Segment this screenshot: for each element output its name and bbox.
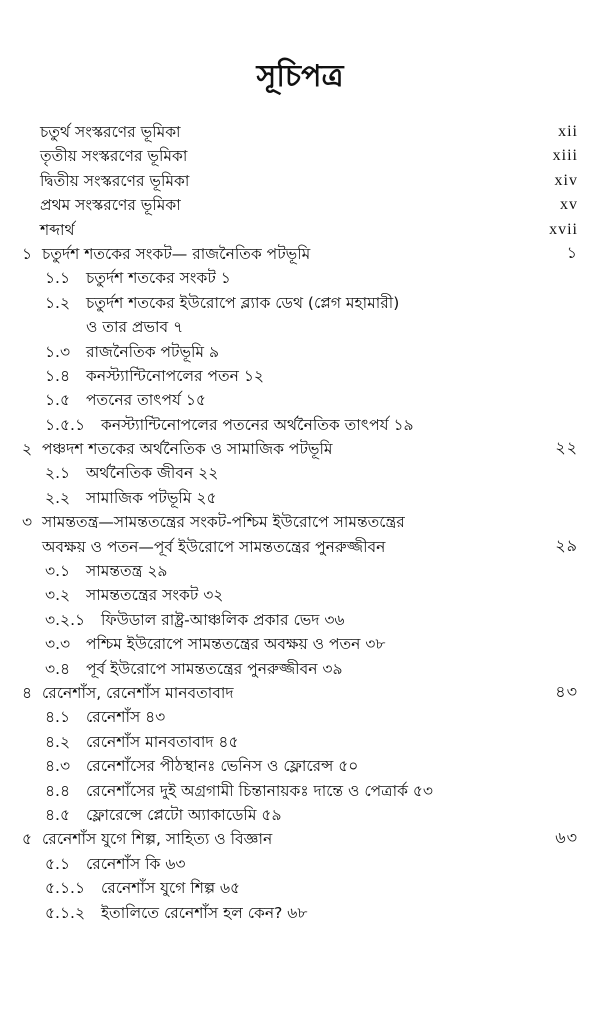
toc-entry-sub (0, 461, 600, 485)
toc-entry-sub (0, 583, 600, 607)
page-number: xv (560, 196, 578, 214)
entry-number: ৩.৪ (45, 659, 71, 678)
toc-entry-sub (0, 632, 600, 656)
entry-number: ১.২ (45, 293, 71, 312)
entry-title: পতনের তাৎপর্য ১৫ (86, 391, 206, 410)
page-number: ৬৩ (555, 830, 578, 848)
toc-entry-subsub (0, 876, 600, 900)
entry-title: পঞ্চদশ শতকের অর্থনৈতিক ও সামাজিক পটভূমি (42, 440, 333, 459)
entry-title: রেনেশাঁস, রেনেশাঁস মানবতাবাদ (42, 683, 234, 702)
page-number: ৪৩ (555, 683, 578, 701)
toc-entry-chapter (0, 681, 600, 705)
entry-title: রাজনৈতিক পটভূমি ৯ (86, 342, 220, 361)
toc-entry-chapter (0, 242, 600, 266)
entry-number: ১.৩ (45, 342, 71, 361)
toc-entry-sub (0, 291, 600, 315)
entry-title: দ্বিতীয় সংস্করণের ভূমিকা (40, 171, 190, 190)
page-number: ১ (566, 244, 578, 262)
entry-number: ৩.২.১ (45, 610, 86, 629)
entry-number: ৪.১ (45, 708, 71, 727)
toc-entry-chapter (0, 437, 600, 461)
entry-title: পশ্চিম ইউরোপে সামন্ততন্ত্রের অবক্ষয় ও পতন ৩৮ (86, 635, 386, 654)
entry-title: রেনেশাঁসের পীঠস্থানঃ ভেনিস ও ফ্লোরেন্স ৫০ (86, 757, 359, 776)
toc-entry-sub (0, 754, 600, 778)
entry-title: ফ্লোরেন্সে প্লেটো অ্যাকাডেমি ৫৯ (86, 805, 282, 824)
entry-number: ১.৫.১ (45, 415, 86, 434)
entry-title: তৃতীয় সংস্করণের ভূমিকা (40, 147, 188, 166)
entry-title: সামন্ততন্ত্রের সংকট ৩২ (86, 586, 224, 605)
page-number: ২৯ (555, 537, 578, 555)
entry-title: অবক্ষয় ও পতন—পূর্ব ইউরোপে সামন্ততন্ত্রের পুনরুজ্জীবন (42, 537, 386, 556)
page-number: ২২ (555, 440, 578, 458)
page-number: xii (558, 123, 578, 140)
entry-number: ২ (22, 440, 33, 459)
toc-entry-sub (0, 340, 600, 364)
entry-number: ৪.৩ (45, 757, 71, 776)
entry-number: ১.৪ (45, 366, 71, 385)
toc-entry-front (0, 193, 600, 217)
entry-title: চতুর্দশ শতকের সংকট— রাজনৈতিক পটভূমি (42, 244, 311, 263)
entry-title: অর্থনৈতিক জীবন ২২ (86, 464, 219, 483)
entry-title: সামন্ততন্ত্র ২৯ (86, 562, 168, 581)
entry-title: শব্দার্থ (40, 220, 75, 239)
entry-title: রেনেশাঁস যুগে শিল্প, সাহিত্য ও বিজ্ঞান (42, 830, 273, 849)
entry-number: ৫.১.২ (45, 903, 86, 922)
entry-number: ১ (22, 244, 33, 263)
toc-entry-sub (0, 266, 600, 290)
entry-number: ৫.১.১ (45, 879, 86, 898)
entry-title: রেনেশাঁস কি ৬৩ (86, 854, 186, 873)
entry-number: ৪.৫ (45, 805, 71, 824)
toc-entry-front (0, 120, 600, 144)
entry-title: চতুর্থ সংস্করণের ভূমিকা (40, 123, 181, 141)
entry-number: ২.১ (45, 464, 71, 483)
entry-title: ও তার প্রভাব ৭ (86, 318, 184, 337)
entry-number: ৫.১ (45, 854, 71, 873)
entry-number: ৫ (22, 830, 33, 849)
entry-number: ৪.২ (45, 732, 71, 751)
toc-entry-sub (0, 388, 600, 412)
page-number: xvii (549, 220, 578, 238)
toc-entry-subsub (0, 901, 600, 925)
toc-entry-sub (0, 364, 600, 388)
entry-title: চতুর্দশ শতকের সংকট ১ (86, 269, 231, 288)
toc-entry-sub (0, 559, 600, 583)
entry-title: রেনেশাঁস ৪৩ (86, 708, 166, 727)
entry-title: সামাজিক পটভূমি ২৫ (86, 488, 217, 507)
toc-entry-sub (0, 779, 600, 803)
entry-number: ৩.৩ (45, 635, 71, 654)
entry-title: সামন্ততন্ত্র—সামন্ততন্ত্রের সংকট-পশ্চিম ইউরোপে সামন্ততন্ত্রের (42, 513, 405, 532)
page-number: xiii (552, 147, 578, 165)
entry-number: ৩.১ (45, 562, 71, 581)
toc-entry-sub (0, 705, 600, 729)
toc-entry-sub (0, 803, 600, 827)
toc-entry-front (0, 144, 600, 168)
entry-number: ৪ (22, 683, 33, 702)
entry-number: ১.৫ (45, 391, 71, 410)
entry-title: রেনেশাঁস যুগে শিল্প ৬৫ (101, 879, 241, 898)
toc-entry-wrap (0, 315, 600, 339)
toc-entry-cont (0, 535, 600, 559)
entry-title: ইতালিতে রেনেশাঁস হল কেন? ৬৮ (101, 903, 308, 922)
entry-number: ৪.৪ (45, 781, 71, 800)
entry-title: রেনেশাঁস মানবতাবাদ ৪৫ (86, 732, 239, 751)
entry-title: ফিউডাল রাষ্ট্র-আঞ্চলিক প্রকার ভেদ ৩৬ (101, 610, 345, 629)
toc-entry-front (0, 218, 600, 242)
entry-title: পূর্ব ইউরোপে সামন্ততন্ত্রের পুনরুজ্জীবন ৩৯ (86, 659, 343, 678)
page-title: সূচিপত্র (256, 59, 344, 94)
toc-entry-sub (0, 657, 600, 681)
entry-number: ১.১ (45, 269, 71, 288)
entry-title: চতুর্দশ শতকের ইউরোপে ব্ল্যাক ডেথ (প্লেগ মহামারী) (86, 293, 400, 312)
entry-title: রেনেশাঁসের দুই অগ্রগামী চিন্তানায়কঃ দান্তে ও পেত্রার্ক ৫৩ (86, 781, 433, 800)
toc-entry-chapter (0, 827, 600, 851)
entry-number: ৩ (22, 513, 33, 532)
toc-entry-subsub (0, 413, 600, 437)
toc-entry-subsub (0, 608, 600, 632)
entry-title: প্রথম সংস্করণের ভূমিকা (40, 196, 181, 215)
entry-number: ২.২ (45, 488, 71, 507)
toc-entry-chapter (0, 510, 600, 534)
table-of-contents (0, 120, 600, 925)
toc-entry-sub (0, 852, 600, 876)
toc-entry-sub (0, 486, 600, 510)
entry-title: কনস্ট্যান্টিনোপলের পতন ১২ (86, 366, 264, 385)
page-number: xiv (554, 171, 578, 189)
entry-title: কনস্ট্যান্টিনোপলের পতনের অর্থনৈতিক তাৎপর্য ১৯ (101, 415, 414, 434)
toc-entry-sub (0, 730, 600, 754)
entry-number: ৩.২ (45, 586, 71, 605)
toc-entry-front (0, 169, 600, 193)
